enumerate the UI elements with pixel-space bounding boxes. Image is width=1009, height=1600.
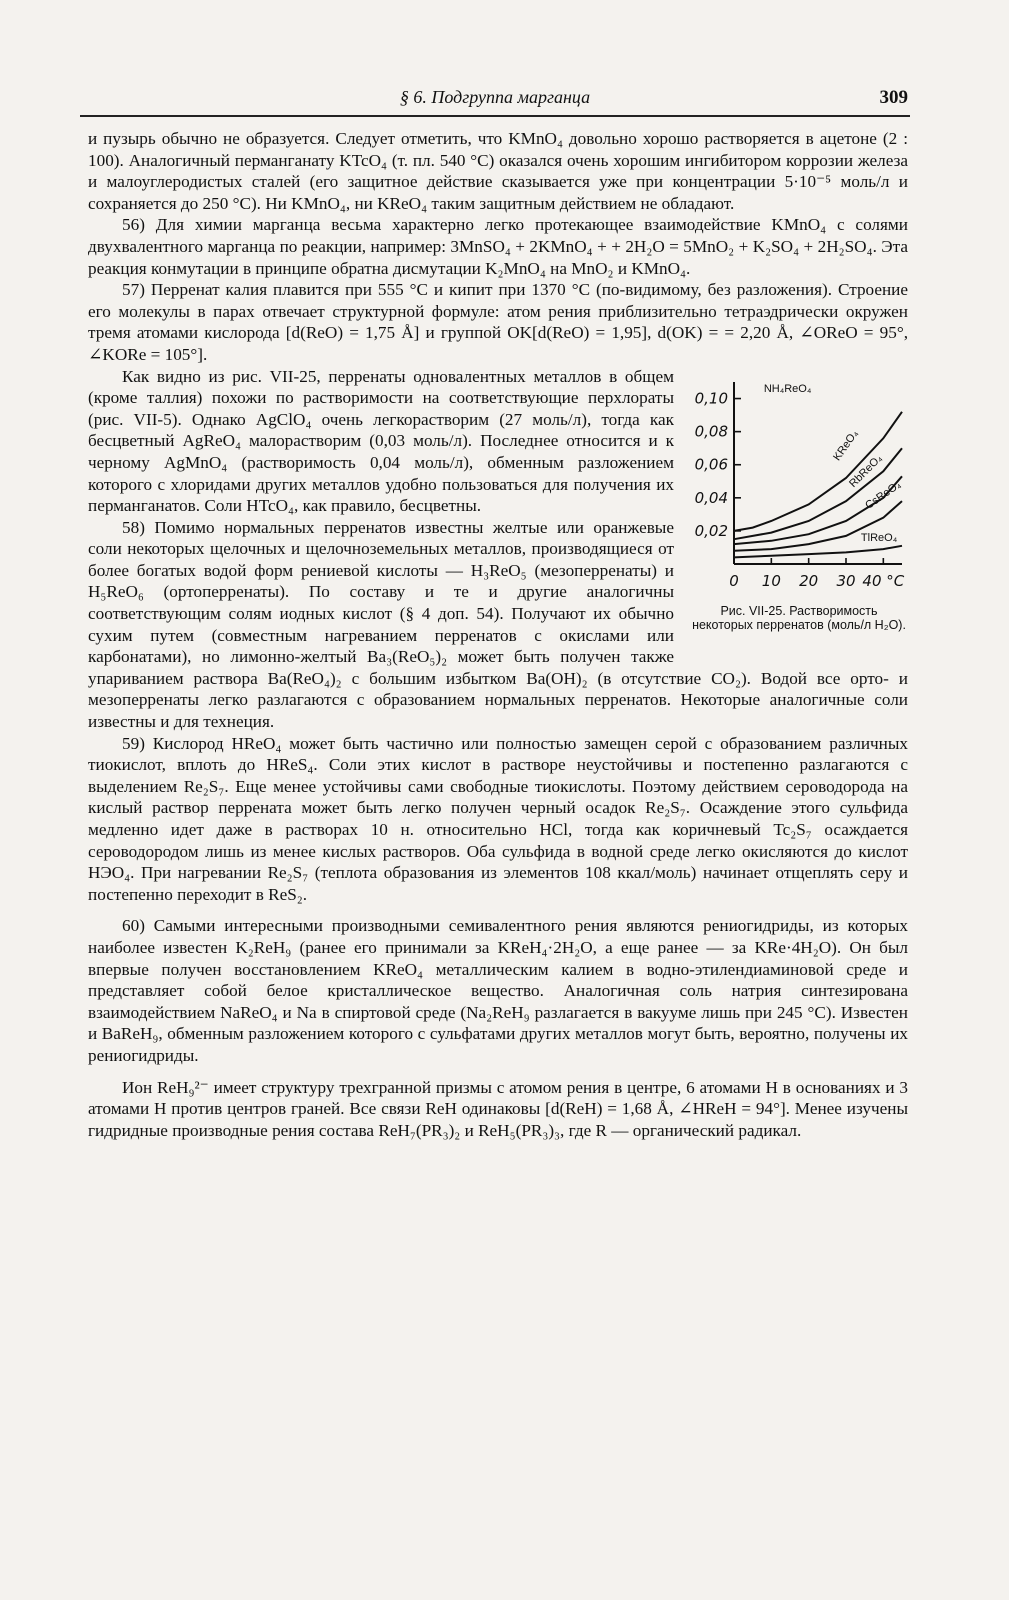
- y-tick-label: 0,04: [694, 488, 728, 507]
- paragraph-perrenates-solubility: Как видно из рис. VII-25, перренаты одновалентных металлов в общем (кроме таллия) похожи по растворимости на соответствующие перхлораты (рис. VII-5). Однако AgClO₄ очень легкорастворим (27 моль/л), тогда как бесцветный AgReO₄ малорастворим (0,03 моль/л). Последнее относится и к черному AgMnO₄ (растворимость 0,04 моль/л), обменным разложением которого с хлоридами других металлов удобно пользоваться для получения их перманганатов. Соли HTcO₄, как правило, бесцветны.: [88, 366, 674, 516]
- series-line-0: [734, 411, 902, 530]
- series-line-4: [734, 545, 902, 557]
- series-label-4: TlReO₄: [860, 531, 898, 544]
- page-number: 309: [879, 87, 908, 108]
- solubility-chart: [690, 372, 908, 602]
- paragraph-note-58: 58) Помимо нормальных перренатов известны желтые или оранжевые соли некоторых щелочных и щелочноземельных металлов, производящиеся от более богатых водой форм рениевой кислоты — H₃ReO₅ (мезоперренаты) и H₅ReO₆ (ортоперренаты). По составу и те и другие аналогичны соответствующим солям иодных кислот (§ 4 доп. 54). Получают их обычно сухим путем (совместным нагреванием перренатов с окислами или карбонатами), но лимонно-желтый Ba₃(ReO₅)₂ может быть получен также упариванием раствора Ba(ReO₄)₂ с большим избытком Ba(OH)₂ (в отсутствие CO₂). Водой все орто- и мезоперренаты легко разлагаются с образованием нормальных перренатов. Некоторые аналогичные соли известны и для технеция.: [88, 517, 908, 732]
- y-tick-label: 0,08: [694, 422, 728, 441]
- series-label-0: NH₄ReO₄: [763, 382, 812, 395]
- series-label-3: CsReO₄: [863, 478, 904, 512]
- body-text: [88, 128, 908, 1141]
- figure-vii-25: [690, 372, 908, 654]
- paragraph-note-60: 60) Самыми интересными производными семивалентного рения являются рениогидриды, из которых наиболее известен K₂ReH₉ (ранее его принимали за KReH₄·2H₂O, а еще ранее — за KRe·4H₂O). Он был впервые получен восстановлением KReO₄ металлическим калием в водно-этилендиаминовой среде и представляет собой белое кристаллическое вещество. Аналогичная соль натрия синтезирована взаимодействием NaReO₄ и Na в спиртовой среде (Na₂ReH₉ разлагается в вакууме лишь при 245 °C). Известен и BaReH₉, обменным разложением которого с сульфатами других металлов могут быть, вероятно, получены их рениогидриды.: [88, 916, 908, 1065]
- paragraph-note-56: 56) Для химии марганца весьма характерно легко протекающее взаимодействие KMnO₄ с солями двухвалентного марганца по реакции, например: 3MnSO₄ + 2KMnO₄ + + 2H₂O = 5MnO₂ + K₂SO₄ + 2H₂SO₄. Эта реакция конмутации в принципе обратна дисмутации K₂MnO₄ на MnO₂ и KMnO₄.: [88, 215, 908, 278]
- section-title: § 6. Подгруппа марганца: [399, 87, 591, 107]
- x-tick-label: 10: [761, 571, 781, 590]
- series-label-1: KReO₄: [831, 427, 861, 463]
- y-tick-label: 0,10: [694, 389, 728, 408]
- paragraph-note-59: 59) Кислород HReO₄ может быть частично или полностью замещен серой с образованием различных тиокислот, вплоть до HReS₄. Соли этих кислот в растворе неустойчивы и постепенно разлагаются с выделением Re₂S₇. Еще менее устойчивы сами свободные тиокислоты. Поэтому действием сероводорода на кислый раствор перрената может быть легко получен черный осадок Re₂S₇. Осаждение этого сульфида медленно идет даже в растворах 10 н. относительно HCl, тогда как коричневый Tc₂S₇ осаждается сероводородом лишь из менее кислых растворов. Оба сульфида в водной среде легко окисляются до кислот HЭO₄. При нагревании Re₂S₇ (теплота образования из элементов 108 ккал/моль) начинает отщеплять серу и постепенно переходит в ReS₂.: [88, 733, 908, 904]
- paragraph-continuation: и пузырь обычно не образуется. Следует отметить, что KMnO₄ довольно хорошо растворяется в ацетоне (2 : 100). Аналогичный перманганату KTcO₄ (т. пл. 540 °C) оказался очень хорошим ингибитором коррозии железа и малоуглеродистых сталей (его защитное действие сказывается уже при концентрации 5·10⁻⁵ моль/л и сохраняется до 250 °C). Ни KMnO₄, ни KReO₄ таким защитным действием не обладают.: [88, 129, 908, 213]
- y-tick-label: 0,06: [694, 455, 728, 474]
- y-tick-label: 0,02: [694, 521, 728, 540]
- series-label-2: RbReO₄: [847, 451, 885, 490]
- x-tick-label: 40 °C: [862, 571, 905, 590]
- running-header: [80, 87, 910, 117]
- x-tick-label: 20: [799, 571, 819, 590]
- x-tick-label: 0: [729, 571, 739, 590]
- figure-caption: Рис. VII-25. Растворимость некоторых перренатов (моль/л H₂O).: [692, 603, 906, 632]
- paragraph-reh9-ion: Ион ReH₉²⁻ имеет структуру трехгранной призмы с атомом рения в центре, 6 атомами H в основаниях и 3 атомами H против центров граней. Все связи ReH одинаковы [d(ReH) = 1,68 Å, ∠HReH = 94°]. Менее изучены гидридные производные рения состава ReH₇(PR₃)₂ и ReH₅(PR₃)₃, где R — органический радикал.: [88, 1077, 908, 1140]
- x-tick-label: 30: [836, 571, 856, 590]
- paragraph-note-57: 57) Перренат калия плавится при 555 °C и кипит при 1370 °C (по-видимому, без разложения). Строение его молекулы в парах отвечает структурной формуле: атом рения приблизительно тетраэдрически окружен тремя атомами кислорода [d(ReO) = 1,75 Å] и группой OK[d(ReO) = 1,95], d(OK) = = 2,20 Å, ∠OReO = 95°, ∠KORe = 105°].: [88, 280, 908, 364]
